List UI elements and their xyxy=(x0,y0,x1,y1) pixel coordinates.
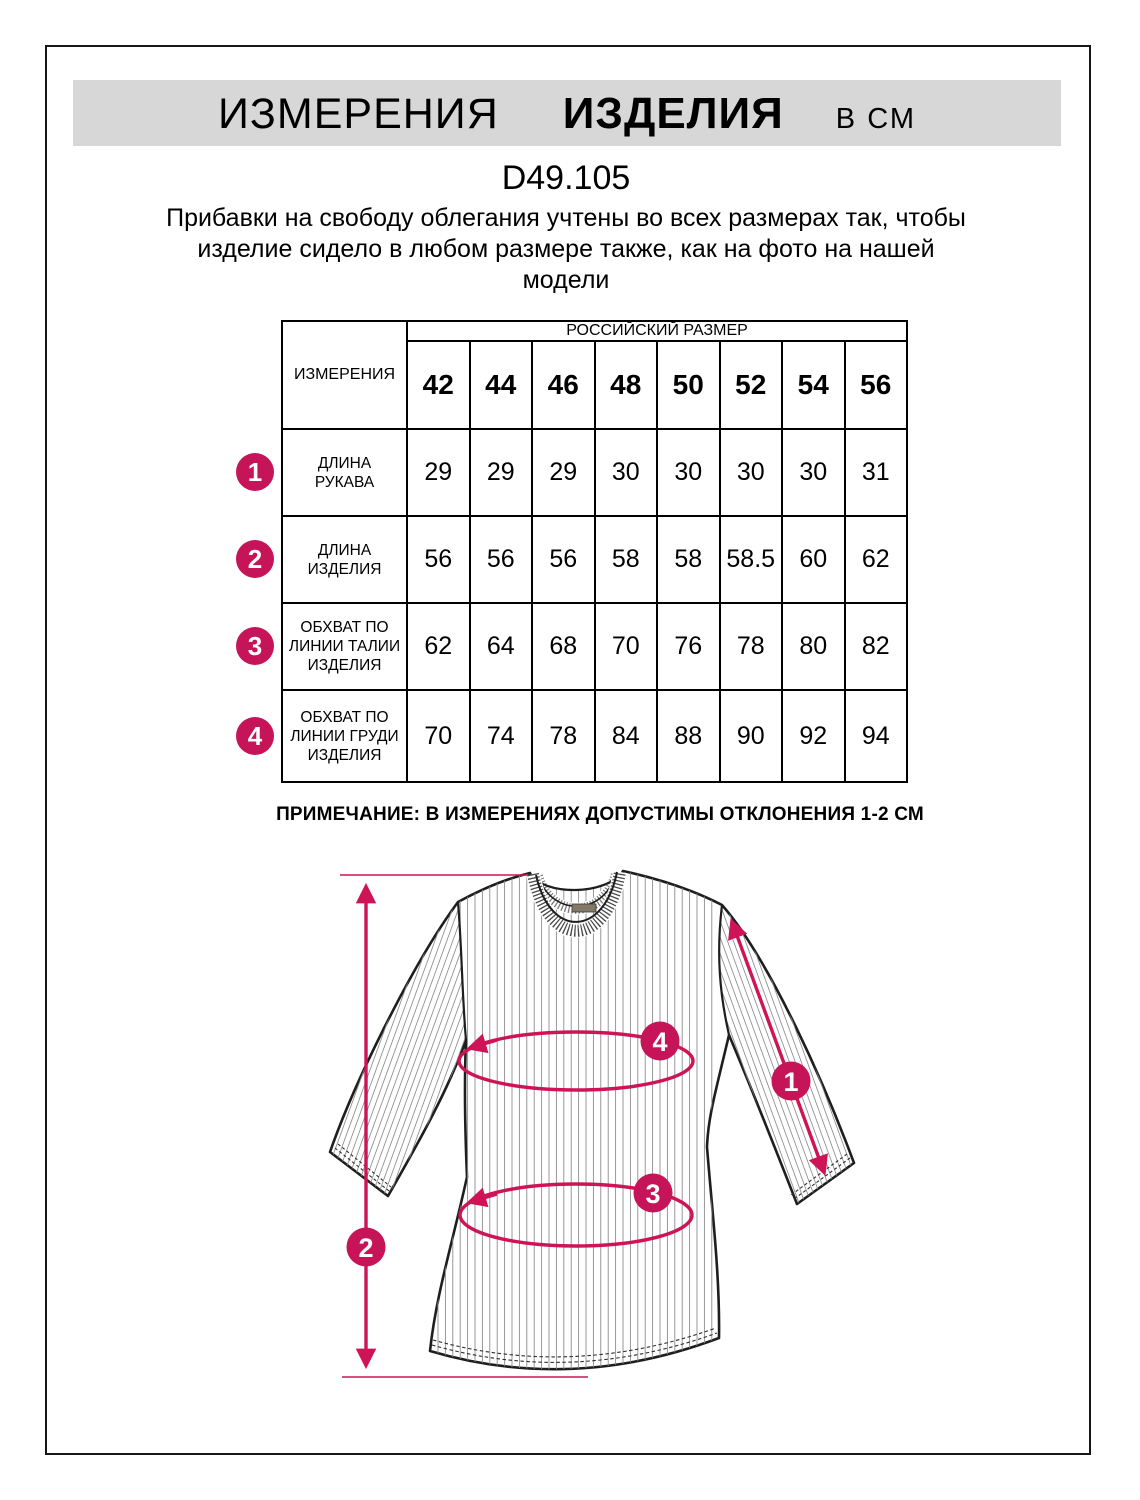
measure-badge-3: 3 xyxy=(236,627,274,665)
measure-badge-4: 4 xyxy=(236,717,274,755)
cell: 82 xyxy=(845,603,908,690)
cell: 58 xyxy=(595,516,658,603)
corner-header: ИЗМЕРЕНИЯ xyxy=(282,321,407,429)
cell: 56 xyxy=(407,516,470,603)
cell: 62 xyxy=(407,603,470,690)
badge-number-length: 2 xyxy=(358,1233,374,1263)
size-header: 48 xyxy=(595,341,658,429)
fit-description xyxy=(45,203,1087,296)
header-bar xyxy=(73,80,1061,146)
cell: 62 xyxy=(845,516,908,603)
cell: 90 xyxy=(720,690,783,782)
tolerance-note: ПРИМЕЧАНИЕ: В ИЗМЕРЕНИЯХ ДОПУСТИМЫ ОТКЛОНЕНИЯ 1-2 СМ xyxy=(276,804,924,825)
page-title-unit: В СМ xyxy=(835,103,916,135)
table-row-garment-length xyxy=(282,516,907,603)
cell: 56 xyxy=(532,516,595,603)
row-label: ДЛИНА ИЗДЕЛИЯ xyxy=(282,516,407,603)
table-row-chest-girth xyxy=(282,690,907,782)
cell: 78 xyxy=(720,603,783,690)
row-label: ДЛИНА РУКАВА xyxy=(282,429,407,516)
size-header: 54 xyxy=(782,341,845,429)
cell: 88 xyxy=(657,690,720,782)
cell: 84 xyxy=(595,690,658,782)
cell: 78 xyxy=(532,690,595,782)
cell: 58.5 xyxy=(720,516,783,603)
cell: 58 xyxy=(657,516,720,603)
page-title: ИЗМЕРЕНИЯ xyxy=(218,90,499,138)
badge-number-chest: 4 xyxy=(652,1027,668,1057)
cell: 76 xyxy=(657,603,720,690)
fit-description-line: Прибавки на свободу облегания учтены во всех размерах так, чтобы xyxy=(166,204,966,232)
row-label: ОБХВАТ ПО ЛИНИИ ТАЛИИ ИЗДЕЛИЯ xyxy=(282,603,407,690)
garment-diagram xyxy=(320,855,900,1415)
cell: 64 xyxy=(470,603,533,690)
cell: 30 xyxy=(595,429,658,516)
row-label: ОБХВАТ ПО ЛИНИИ ГРУДИ ИЗДЕЛИЯ xyxy=(282,690,407,782)
measure-badge-1: 1 xyxy=(236,453,274,491)
cell: 70 xyxy=(407,690,470,782)
badge-number-waist: 3 xyxy=(645,1179,661,1209)
cell: 94 xyxy=(845,690,908,782)
cell: 29 xyxy=(407,429,470,516)
cell: 74 xyxy=(470,690,533,782)
cell: 60 xyxy=(782,516,845,603)
cell: 30 xyxy=(720,429,783,516)
garment-outline xyxy=(330,871,854,1369)
size-header: 50 xyxy=(657,341,720,429)
size-header: 46 xyxy=(532,341,595,429)
product-code: D49.105 xyxy=(501,159,631,197)
page-title-bold: ИЗДЕЛИЯ xyxy=(562,89,784,138)
size-header: 56 xyxy=(845,341,908,429)
cell: 70 xyxy=(595,603,658,690)
cell: 30 xyxy=(657,429,720,516)
table-row-waist-girth xyxy=(282,603,907,690)
cell: 56 xyxy=(470,516,533,603)
table-row-size-group xyxy=(282,321,907,341)
cell: 80 xyxy=(782,603,845,690)
badge-number-sleeve: 1 xyxy=(783,1067,799,1097)
cell: 30 xyxy=(782,429,845,516)
fit-description-line: модели xyxy=(522,266,610,294)
table-row-sleeve-length xyxy=(282,429,907,516)
size-group-header: РОССИЙСКИЙ РАЗМЕР xyxy=(407,321,907,341)
cell: 29 xyxy=(470,429,533,516)
cell: 68 xyxy=(532,603,595,690)
fit-description-line: изделие сидело в любом размере также, как на фото на нашей xyxy=(197,235,935,263)
cell: 31 xyxy=(845,429,908,516)
neck-label xyxy=(572,904,596,912)
size-header: 42 xyxy=(407,341,470,429)
cell: 92 xyxy=(782,690,845,782)
cell: 29 xyxy=(532,429,595,516)
size-header: 52 xyxy=(720,341,783,429)
measure-badge-2: 2 xyxy=(236,540,274,578)
measurements-table xyxy=(281,320,908,783)
size-header: 44 xyxy=(470,341,533,429)
